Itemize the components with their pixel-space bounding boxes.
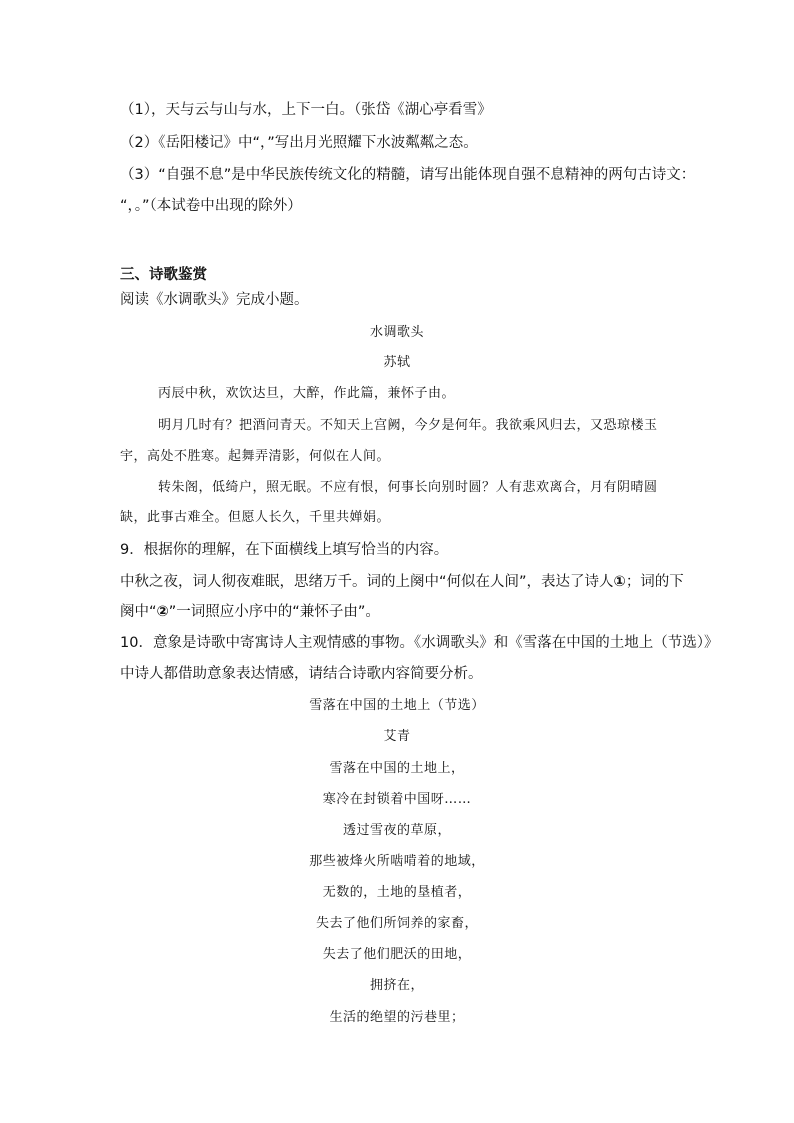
question9-line2 (120, 602, 380, 622)
question10-line2: 中诗人都借助意象表达情感，请结合诗歌内容简要分析。 (120, 666, 483, 682)
poem2-line: 拥挤在， (369, 978, 424, 993)
question9-line1-text-a: 中秋之夜，词人彻夜难眠，思绪万千。词的上阕中“何似在人间”，表达了诗人 (120, 574, 614, 590)
poem2-line: 生活的绝望的污巷里； (329, 1010, 465, 1025)
poem2-author: 艾青 (383, 729, 411, 744)
fill-in-question-2: （2）《岳阳楼记》中“，”写出月光照耀下水波粼粼之态。 (120, 135, 478, 151)
fill-in-question-1: （1），天与云与山与水，上下一白。（张岱《湖心亭看雪》 (120, 102, 492, 118)
question9-line2-text-b: ”一词照应小序中的“兼怀子由”。 (168, 604, 380, 620)
question9-line1-text-b: ；词的下 (625, 574, 684, 590)
poem2-line: 寒冷在封锁着中国呀…… (322, 792, 472, 807)
poem2-line: 失去了他们所饲养的家畜， (315, 916, 478, 931)
question10-line1: 10．意象是诗歌中寄寓诗人主观情感的事物。《水调歌头》和《雪落在中国的土地上（节选）》 (120, 635, 719, 651)
section-intro: 阅读《水调歌头》完成小题。 (120, 292, 309, 308)
question9-stem: 9．根据你的理解，在下面横线上填写恰当的内容。 (120, 542, 449, 558)
poem1-stanza1-line2: 宇，高处不胜寒。起舞弄清影，何似在人间。 (120, 449, 391, 464)
blank-marker-1: ① (613, 574, 626, 590)
poem1-preface: 丙辰中秋，欢饮达旦，大醉，作此篇，兼怀子由。 (158, 386, 456, 401)
poem2-line: 那些被烽火所啮啃着的地域， (309, 854, 485, 869)
fill-in-question-3-line2: “，。”（本试卷中出现的除外） (120, 198, 302, 214)
fill-in-question-3-line1: （3）“自强不息”是中华民族传统文化的精髓，请写出能体现自强不息精神的两句古诗文： (120, 167, 696, 183)
poem2-line: 无数的，土地的垦植者， (322, 885, 472, 900)
poem1-stanza2-line2: 缺，此事古难全。但愿人长久，千里共婵娟。 (120, 510, 391, 525)
poem1-stanza2-line1: 转朱阁，低绮户，照无眠。不应有恨，何事长向别时圆？人有悲欢离合，月有阴晴圆 (158, 480, 658, 495)
poem1-title: 水调歌头 (369, 325, 424, 340)
poem2-line: 失去了他们肥沃的田地， (322, 947, 472, 962)
poem2-line: 透过雪夜的草原， (342, 823, 451, 838)
question9-line1 (120, 572, 684, 592)
section-heading: 三、诗歌鉴赏 (120, 267, 207, 283)
poem1-stanza1-line1: 明月几时有？把酒问青天。不知天上宫阙，今夕是何年。我欲乘风归去，又恐琼楼玉 (158, 418, 658, 433)
poem2-line: 雪落在中国的土地上， (329, 761, 465, 776)
poem2-title: 雪落在中国的土地上（节选） (309, 698, 485, 713)
question9-line2-text-a: 阕中“ (120, 604, 157, 620)
poem1-author: 苏轼 (383, 355, 411, 370)
blank-marker-2: ② (156, 604, 169, 620)
